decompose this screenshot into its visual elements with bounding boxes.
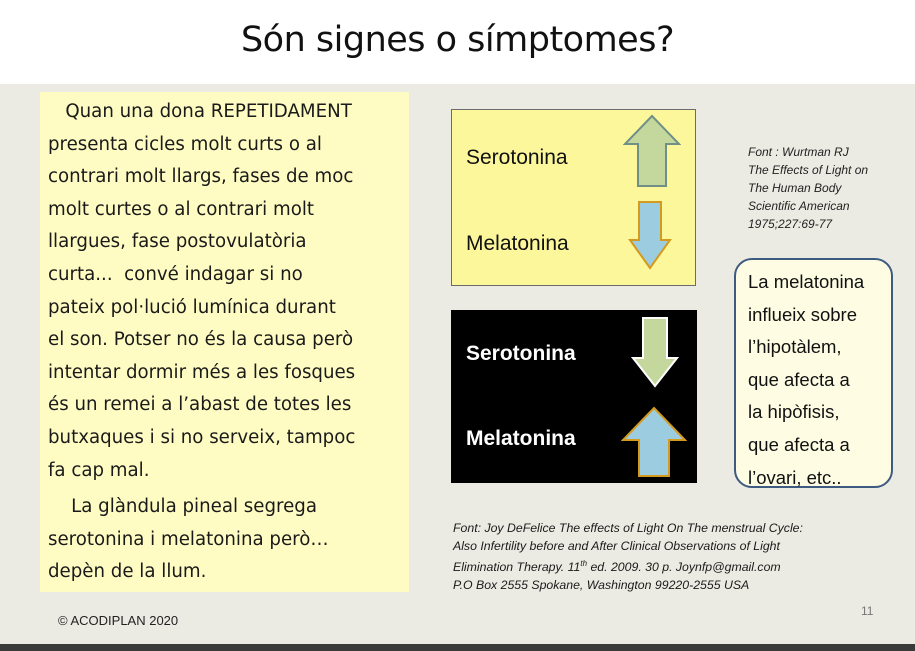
serotonin-up-arrow-icon (623, 114, 681, 188)
main-text-box (40, 92, 409, 592)
source2-line: P.O Box 2555 Spokane, Washington 99220-2555 USA (453, 578, 750, 593)
source1-line: The Human Body (748, 181, 842, 195)
source1-line: Scientific American (748, 199, 850, 213)
main-paragraph: Quan una dona REPETIDAMENT presenta cicles molt curts o al contrari molt llargs, fases de moc molt curtes o al contrari molt llargues, fase postovulatòria curta... convé indagar si no pateix pol·lució lumínica durant el son. Potser no és la causa però intentar dormir més a les fosques és un remei a l’abast de totes les butxaques i si no serveix, tampoc fa cap mal. (48, 101, 356, 481)
slide-title: Són signes o símptomes? (240, 20, 675, 60)
night-melatonin-label: Melatonina (466, 427, 576, 450)
bottom-bar (0, 644, 915, 651)
source-defelice (453, 519, 893, 594)
page-number: 11 (861, 604, 874, 618)
night-serotonin-label: Serotonina (466, 342, 576, 365)
melatonin-up-arrow-icon (621, 406, 687, 478)
serotonin-down-arrow-icon (631, 316, 679, 388)
day-serotonin-label: Serotonina (466, 146, 568, 169)
copyright-footer: © ACODIPLAN 2020 (58, 613, 179, 628)
day-melatonin-label: Melatonina (466, 232, 569, 255)
melatonin-down-arrow-icon (628, 200, 672, 270)
source-wurtman (748, 143, 908, 233)
source2-text: ed. 2009. 30 p. Joynfp@gmail.com (587, 560, 781, 575)
pineal-paragraph: La glàndula pineal segrega serotonina i melatonina però… depèn de la llum. (48, 496, 329, 583)
source1-line: The Effects of Light on (748, 163, 869, 177)
source2-line: Also Infertility before and After Clinical Observations of Light (453, 539, 780, 553)
bubble-text: La melatonina influeix sobre l’hipotàlem, que afecta a la hipòfisis, que afecta a l’ovari, etc.. (748, 271, 865, 488)
melatonin-info-bubble (734, 258, 893, 488)
day-panel (451, 109, 696, 286)
source2-superscript: th (580, 559, 588, 568)
night-panel (451, 310, 697, 483)
source1-line: 1975;227:69-77 (748, 217, 833, 231)
source2-line: Font: Joy DeFelice The effects of Light On The menstrual Cycle: (453, 521, 803, 535)
source1-line: Font : Wurtman RJ (748, 145, 849, 159)
source2-text: Elimination Therapy. 11 (453, 560, 581, 575)
source2-line (453, 555, 893, 576)
